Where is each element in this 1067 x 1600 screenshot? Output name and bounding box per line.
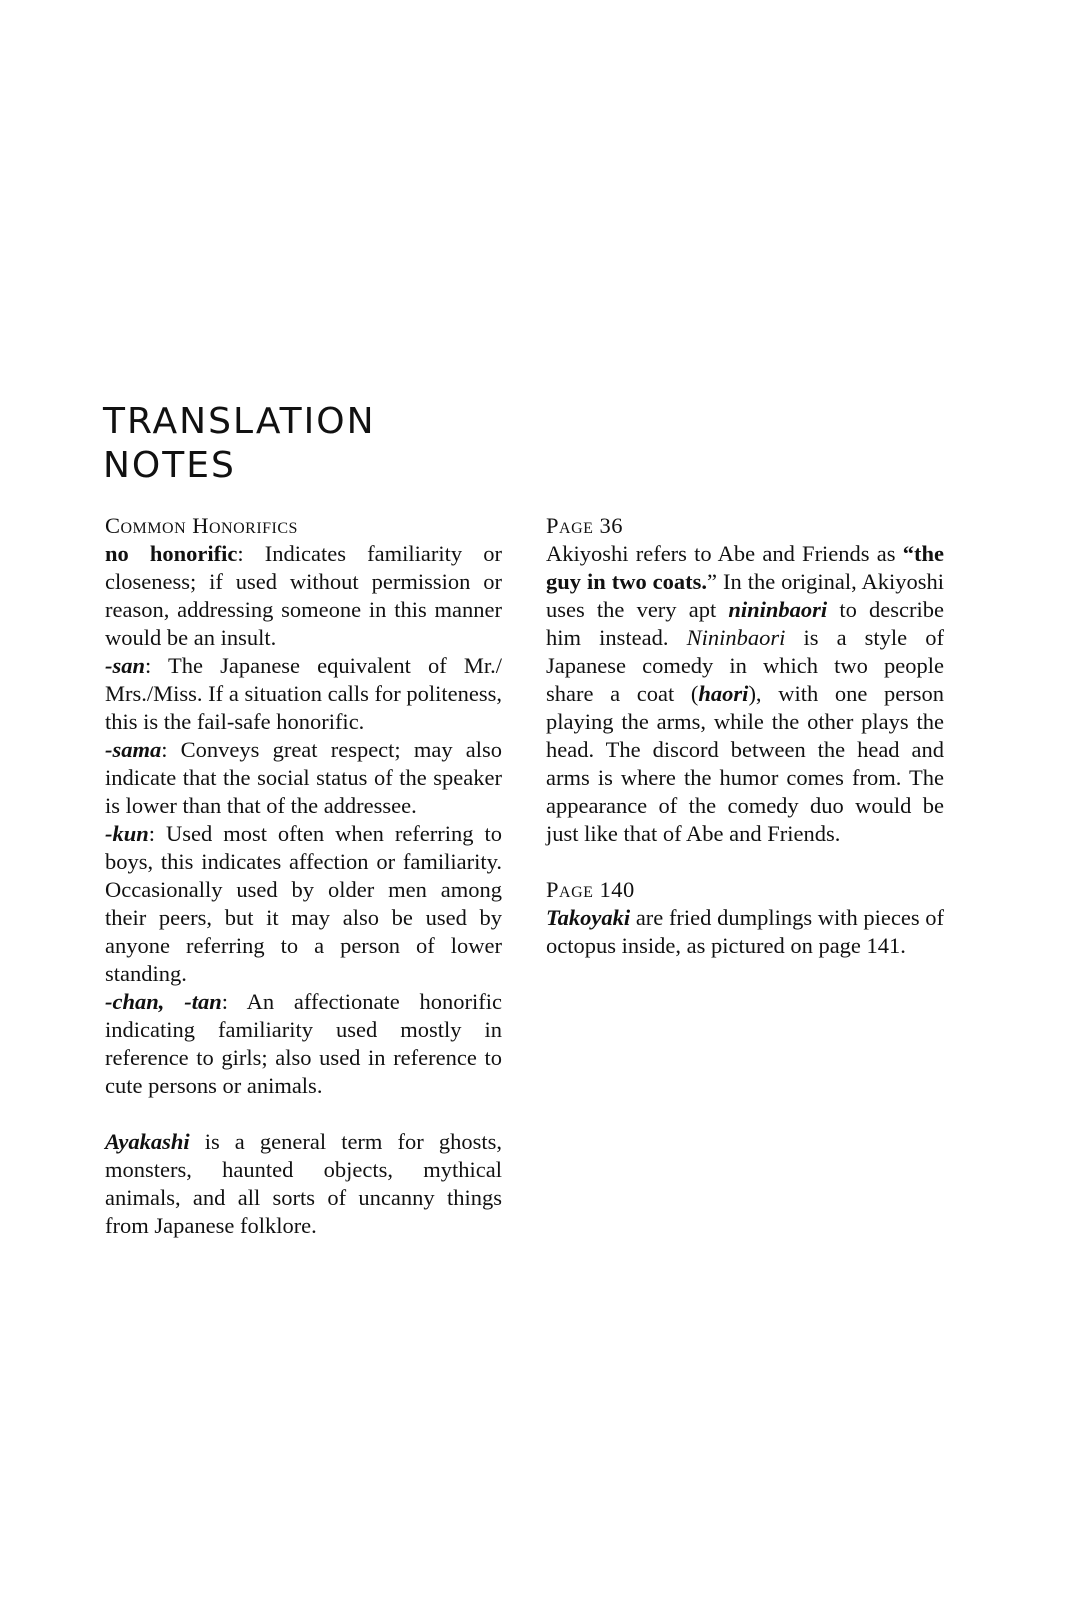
right-column	[546, 512, 944, 960]
left-column	[105, 512, 502, 1240]
note-page-140	[546, 904, 944, 960]
note-text: are fried dumplings with pieces of octopus inside, as pictured on page 141.	[546, 905, 944, 958]
honorific-term: -sama	[105, 737, 162, 762]
note-text: ), with one person playing the arms, while the other plays the head. The discord between the head and arms is where the humor comes from. The appearance of the comedy duo would be just like that of Abe and Friends.	[546, 681, 944, 846]
spacer	[546, 848, 944, 876]
note-text: Akiyoshi refers to Abe and Friends as	[546, 541, 903, 566]
note-heading-page-36: Page 36	[546, 513, 624, 538]
note-term: nininbaori	[728, 597, 828, 622]
honorific-term: -kun	[105, 821, 149, 846]
honorific-entry	[105, 540, 502, 652]
note-heading-page-140: Page 140	[546, 877, 635, 902]
note-page-36	[546, 540, 944, 848]
note-bold-quote: “the guy in two coats.	[546, 541, 944, 594]
ayakashi-note	[105, 1128, 502, 1240]
note-term: Nininbaori	[686, 625, 786, 650]
honorific-text: : Conveys great respect; may also indicate that the social status of the speaker is lower than that of the addressee.	[105, 737, 502, 818]
note-text: is a style of Japanese comedy in which two people share a coat (	[546, 625, 945, 706]
honorific-term: -chan, -tan	[105, 989, 222, 1014]
note-term: haori	[698, 681, 749, 706]
note-text: ” In the original, Akiyoshi uses the very apt	[546, 569, 944, 622]
honorific-text: : The Japanese equivalent of Mr./ Mrs./Miss. If a situation calls for politeness, this is the fail-safe honorific.	[105, 653, 502, 734]
ayakashi-text: is a general term for ghosts, monsters, haunted objects, mythical animals, and all sorts of uncanny things from Japanese folklore.	[105, 1129, 502, 1238]
honorific-entry	[105, 988, 502, 1100]
honorific-text: : An affectionate honorific indicating familiarity used mostly in reference to girls; also used in reference to cute persons or animals.	[105, 989, 503, 1098]
honorific-term: -san	[105, 653, 146, 678]
honorific-entry	[105, 736, 502, 820]
honorific-entry	[105, 652, 502, 736]
honorific-text: : Used most often when referring to boys, this indicates affection or familiarity. Occasionally used by older men among their peers, but it may also be used by anyone referring to a person of lower standing.	[105, 821, 502, 986]
title-line-1: TRANSLATION	[103, 401, 376, 442]
section-heading: Common Honorifics	[105, 513, 298, 538]
note-term: Takoyaki	[546, 905, 631, 930]
ayakashi-term: Ayakashi	[105, 1129, 190, 1154]
honorific-term: no honorific	[105, 541, 238, 566]
title-line-2: NOTES	[103, 445, 236, 486]
page-title	[103, 400, 376, 488]
spacer	[105, 1100, 502, 1128]
note-text: to describe him instead.	[546, 597, 944, 650]
honorific-text: : Indicates familiarity or closeness; if used without permission or reason, addressing someone in this manner would be an insult.	[105, 541, 502, 650]
honorific-entry	[105, 820, 502, 988]
